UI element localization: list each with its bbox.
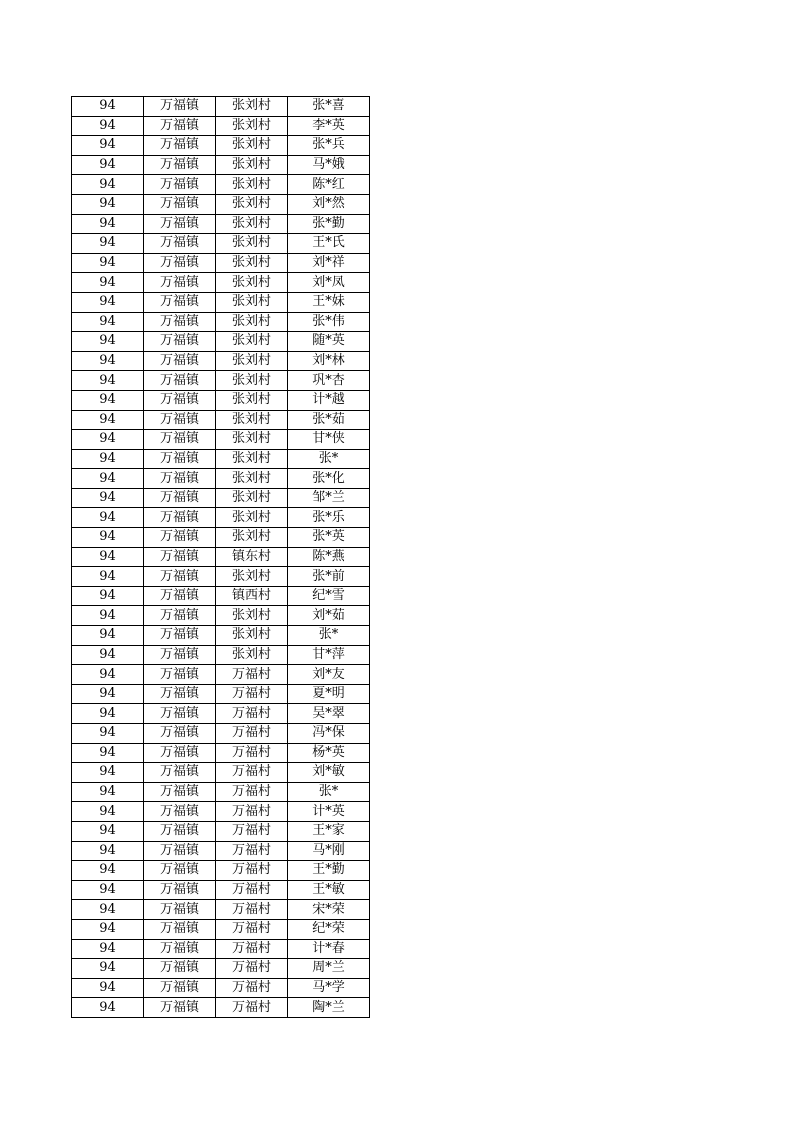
cell-name: 张*伟 bbox=[288, 312, 370, 332]
cell-name: 纪*雪 bbox=[288, 586, 370, 606]
table-row bbox=[72, 136, 370, 156]
cell-number: 94 bbox=[72, 606, 144, 626]
cell-village: 张刘村 bbox=[216, 390, 288, 410]
cell-town: 万福镇 bbox=[144, 528, 216, 548]
cell-name: 陈*燕 bbox=[288, 547, 370, 567]
cell-village: 万福村 bbox=[216, 802, 288, 822]
cell-name: 王*氏 bbox=[288, 234, 370, 254]
cell-village: 张刘村 bbox=[216, 234, 288, 254]
cell-name: 刘*林 bbox=[288, 351, 370, 371]
table-row bbox=[72, 194, 370, 214]
cell-village: 万福村 bbox=[216, 939, 288, 959]
cell-number: 94 bbox=[72, 136, 144, 156]
cell-village: 张刘村 bbox=[216, 567, 288, 587]
table-row bbox=[72, 665, 370, 685]
cell-town: 万福镇 bbox=[144, 880, 216, 900]
cell-name: 宋*荣 bbox=[288, 900, 370, 920]
cell-name: 张*勤 bbox=[288, 214, 370, 234]
table-row bbox=[72, 782, 370, 802]
cell-village: 张刘村 bbox=[216, 351, 288, 371]
cell-name: 纪*荣 bbox=[288, 919, 370, 939]
cell-village: 张刘村 bbox=[216, 528, 288, 548]
cell-number: 94 bbox=[72, 919, 144, 939]
cell-village: 张刘村 bbox=[216, 430, 288, 450]
cell-village: 张刘村 bbox=[216, 253, 288, 273]
table-row bbox=[72, 704, 370, 724]
cell-name: 巩*杏 bbox=[288, 371, 370, 391]
cell-village: 张刘村 bbox=[216, 273, 288, 293]
cell-name: 计*越 bbox=[288, 390, 370, 410]
table-row bbox=[72, 97, 370, 117]
cell-number: 94 bbox=[72, 782, 144, 802]
cell-town: 万福镇 bbox=[144, 390, 216, 410]
cell-village: 镇西村 bbox=[216, 586, 288, 606]
cell-name: 刘*友 bbox=[288, 665, 370, 685]
cell-number: 94 bbox=[72, 214, 144, 234]
cell-village: 张刘村 bbox=[216, 508, 288, 528]
cell-village: 张刘村 bbox=[216, 312, 288, 332]
cell-name: 冯*保 bbox=[288, 724, 370, 744]
table-row bbox=[72, 880, 370, 900]
cell-village: 张刘村 bbox=[216, 488, 288, 508]
cell-number: 94 bbox=[72, 97, 144, 117]
cell-name: 张* bbox=[288, 782, 370, 802]
cell-name: 马*学 bbox=[288, 978, 370, 998]
cell-town: 万福镇 bbox=[144, 998, 216, 1018]
cell-town: 万福镇 bbox=[144, 665, 216, 685]
cell-town: 万福镇 bbox=[144, 861, 216, 881]
table-row bbox=[72, 488, 370, 508]
cell-number: 94 bbox=[72, 194, 144, 214]
table-row bbox=[72, 508, 370, 528]
cell-number: 94 bbox=[72, 939, 144, 959]
cell-number: 94 bbox=[72, 351, 144, 371]
cell-town: 万福镇 bbox=[144, 97, 216, 117]
cell-name: 张*喜 bbox=[288, 97, 370, 117]
cell-village: 万福村 bbox=[216, 704, 288, 724]
cell-name: 计*春 bbox=[288, 939, 370, 959]
cell-village: 万福村 bbox=[216, 821, 288, 841]
cell-town: 万福镇 bbox=[144, 919, 216, 939]
cell-number: 94 bbox=[72, 312, 144, 332]
cell-town: 万福镇 bbox=[144, 802, 216, 822]
cell-village: 万福村 bbox=[216, 763, 288, 783]
cell-number: 94 bbox=[72, 116, 144, 136]
cell-number: 94 bbox=[72, 645, 144, 665]
cell-town: 万福镇 bbox=[144, 939, 216, 959]
cell-town: 万福镇 bbox=[144, 175, 216, 195]
cell-village: 张刘村 bbox=[216, 116, 288, 136]
cell-name: 张*前 bbox=[288, 567, 370, 587]
cell-number: 94 bbox=[72, 469, 144, 489]
table-row bbox=[72, 214, 370, 234]
cell-town: 万福镇 bbox=[144, 116, 216, 136]
table-row bbox=[72, 430, 370, 450]
cell-town: 万福镇 bbox=[144, 194, 216, 214]
cell-number: 94 bbox=[72, 488, 144, 508]
cell-village: 万福村 bbox=[216, 998, 288, 1018]
table-row bbox=[72, 332, 370, 352]
cell-town: 万福镇 bbox=[144, 978, 216, 998]
cell-number: 94 bbox=[72, 253, 144, 273]
cell-town: 万福镇 bbox=[144, 234, 216, 254]
cell-name: 甘*侠 bbox=[288, 430, 370, 450]
cell-town: 万福镇 bbox=[144, 743, 216, 763]
cell-number: 94 bbox=[72, 704, 144, 724]
cell-number: 94 bbox=[72, 978, 144, 998]
cell-number: 94 bbox=[72, 390, 144, 410]
table-row bbox=[72, 626, 370, 646]
cell-number: 94 bbox=[72, 880, 144, 900]
cell-number: 94 bbox=[72, 410, 144, 430]
table-row bbox=[72, 900, 370, 920]
cell-number: 94 bbox=[72, 332, 144, 352]
cell-town: 万福镇 bbox=[144, 410, 216, 430]
cell-town: 万福镇 bbox=[144, 645, 216, 665]
cell-number: 94 bbox=[72, 802, 144, 822]
cell-number: 94 bbox=[72, 900, 144, 920]
cell-number: 94 bbox=[72, 626, 144, 646]
cell-village: 张刘村 bbox=[216, 449, 288, 469]
table-row bbox=[72, 645, 370, 665]
cell-village: 万福村 bbox=[216, 665, 288, 685]
cell-number: 94 bbox=[72, 155, 144, 175]
table-row bbox=[72, 547, 370, 567]
table-row bbox=[72, 116, 370, 136]
cell-town: 万福镇 bbox=[144, 214, 216, 234]
table-row bbox=[72, 763, 370, 783]
table-row bbox=[72, 175, 370, 195]
cell-town: 万福镇 bbox=[144, 155, 216, 175]
cell-number: 94 bbox=[72, 743, 144, 763]
cell-number: 94 bbox=[72, 724, 144, 744]
cell-number: 94 bbox=[72, 586, 144, 606]
cell-number: 94 bbox=[72, 234, 144, 254]
cell-town: 万福镇 bbox=[144, 841, 216, 861]
cell-town: 万福镇 bbox=[144, 430, 216, 450]
cell-number: 94 bbox=[72, 273, 144, 293]
cell-village: 万福村 bbox=[216, 861, 288, 881]
cell-village: 张刘村 bbox=[216, 626, 288, 646]
cell-name: 刘*祥 bbox=[288, 253, 370, 273]
cell-number: 94 bbox=[72, 684, 144, 704]
cell-name: 张*茹 bbox=[288, 410, 370, 430]
cell-name: 王*勤 bbox=[288, 861, 370, 881]
cell-name: 张* bbox=[288, 626, 370, 646]
cell-name: 甘*萍 bbox=[288, 645, 370, 665]
cell-village: 万福村 bbox=[216, 959, 288, 979]
cell-town: 万福镇 bbox=[144, 488, 216, 508]
cell-village: 万福村 bbox=[216, 880, 288, 900]
cell-number: 94 bbox=[72, 665, 144, 685]
table-row bbox=[72, 449, 370, 469]
cell-name: 张*乐 bbox=[288, 508, 370, 528]
cell-town: 万福镇 bbox=[144, 136, 216, 156]
table-row bbox=[72, 528, 370, 548]
cell-name: 刘*然 bbox=[288, 194, 370, 214]
cell-name: 吴*翠 bbox=[288, 704, 370, 724]
cell-name: 邹*兰 bbox=[288, 488, 370, 508]
cell-number: 94 bbox=[72, 567, 144, 587]
cell-number: 94 bbox=[72, 528, 144, 548]
cell-number: 94 bbox=[72, 175, 144, 195]
cell-village: 张刘村 bbox=[216, 194, 288, 214]
cell-town: 万福镇 bbox=[144, 312, 216, 332]
table-row bbox=[72, 234, 370, 254]
cell-number: 94 bbox=[72, 508, 144, 528]
table-row bbox=[72, 273, 370, 293]
cell-town: 万福镇 bbox=[144, 273, 216, 293]
table-row bbox=[72, 371, 370, 391]
cell-village: 万福村 bbox=[216, 841, 288, 861]
table-row bbox=[72, 743, 370, 763]
cell-name: 杨*英 bbox=[288, 743, 370, 763]
cell-village: 张刘村 bbox=[216, 175, 288, 195]
cell-name: 马*娥 bbox=[288, 155, 370, 175]
cell-village: 万福村 bbox=[216, 900, 288, 920]
cell-village: 万福村 bbox=[216, 743, 288, 763]
cell-town: 万福镇 bbox=[144, 547, 216, 567]
cell-village: 万福村 bbox=[216, 724, 288, 744]
table-body bbox=[72, 97, 370, 1018]
cell-name: 刘*茹 bbox=[288, 606, 370, 626]
cell-number: 94 bbox=[72, 449, 144, 469]
cell-number: 94 bbox=[72, 430, 144, 450]
cell-town: 万福镇 bbox=[144, 782, 216, 802]
table-row bbox=[72, 724, 370, 744]
cell-name: 刘*凤 bbox=[288, 273, 370, 293]
cell-village: 张刘村 bbox=[216, 136, 288, 156]
cell-town: 万福镇 bbox=[144, 449, 216, 469]
cell-name: 夏*明 bbox=[288, 684, 370, 704]
cell-number: 94 bbox=[72, 841, 144, 861]
cell-number: 94 bbox=[72, 371, 144, 391]
cell-town: 万福镇 bbox=[144, 469, 216, 489]
cell-name: 王*敏 bbox=[288, 880, 370, 900]
cell-name: 张*化 bbox=[288, 469, 370, 489]
cell-town: 万福镇 bbox=[144, 586, 216, 606]
cell-village: 张刘村 bbox=[216, 292, 288, 312]
table-row bbox=[72, 802, 370, 822]
table-row bbox=[72, 410, 370, 430]
cell-village: 张刘村 bbox=[216, 410, 288, 430]
cell-name: 刘*敏 bbox=[288, 763, 370, 783]
cell-number: 94 bbox=[72, 821, 144, 841]
table-row bbox=[72, 390, 370, 410]
cell-name: 王*家 bbox=[288, 821, 370, 841]
cell-name: 随*英 bbox=[288, 332, 370, 352]
cell-town: 万福镇 bbox=[144, 704, 216, 724]
cell-name: 张*英 bbox=[288, 528, 370, 548]
cell-town: 万福镇 bbox=[144, 606, 216, 626]
cell-town: 万福镇 bbox=[144, 959, 216, 979]
table-row bbox=[72, 841, 370, 861]
cell-name: 马*刚 bbox=[288, 841, 370, 861]
cell-town: 万福镇 bbox=[144, 253, 216, 273]
table-row bbox=[72, 469, 370, 489]
cell-town: 万福镇 bbox=[144, 763, 216, 783]
cell-number: 94 bbox=[72, 998, 144, 1018]
table-row bbox=[72, 292, 370, 312]
data-table bbox=[71, 96, 370, 1018]
cell-town: 万福镇 bbox=[144, 508, 216, 528]
table-row bbox=[72, 978, 370, 998]
cell-village: 万福村 bbox=[216, 978, 288, 998]
cell-town: 万福镇 bbox=[144, 351, 216, 371]
cell-name: 张*兵 bbox=[288, 136, 370, 156]
table-row bbox=[72, 861, 370, 881]
cell-town: 万福镇 bbox=[144, 724, 216, 744]
cell-village: 张刘村 bbox=[216, 606, 288, 626]
cell-name: 计*英 bbox=[288, 802, 370, 822]
cell-village: 万福村 bbox=[216, 782, 288, 802]
cell-number: 94 bbox=[72, 763, 144, 783]
cell-village: 张刘村 bbox=[216, 97, 288, 117]
cell-name: 李*英 bbox=[288, 116, 370, 136]
table-row bbox=[72, 312, 370, 332]
table-row bbox=[72, 351, 370, 371]
cell-village: 张刘村 bbox=[216, 371, 288, 391]
table-row bbox=[72, 919, 370, 939]
table-row bbox=[72, 959, 370, 979]
table-row bbox=[72, 567, 370, 587]
cell-number: 94 bbox=[72, 861, 144, 881]
cell-town: 万福镇 bbox=[144, 684, 216, 704]
cell-town: 万福镇 bbox=[144, 821, 216, 841]
cell-name: 周*兰 bbox=[288, 959, 370, 979]
table-row bbox=[72, 939, 370, 959]
cell-village: 张刘村 bbox=[216, 155, 288, 175]
cell-town: 万福镇 bbox=[144, 371, 216, 391]
cell-name: 陶*兰 bbox=[288, 998, 370, 1018]
table-row bbox=[72, 821, 370, 841]
table-row bbox=[72, 684, 370, 704]
cell-town: 万福镇 bbox=[144, 900, 216, 920]
cell-village: 张刘村 bbox=[216, 469, 288, 489]
cell-village: 张刘村 bbox=[216, 332, 288, 352]
cell-number: 94 bbox=[72, 959, 144, 979]
table-row bbox=[72, 155, 370, 175]
cell-village: 张刘村 bbox=[216, 645, 288, 665]
table-row bbox=[72, 253, 370, 273]
table-row bbox=[72, 586, 370, 606]
table-row bbox=[72, 606, 370, 626]
cell-number: 94 bbox=[72, 547, 144, 567]
cell-name: 陈*红 bbox=[288, 175, 370, 195]
cell-town: 万福镇 bbox=[144, 332, 216, 352]
cell-village: 镇东村 bbox=[216, 547, 288, 567]
cell-name: 王*妹 bbox=[288, 292, 370, 312]
cell-name: 张* bbox=[288, 449, 370, 469]
cell-village: 张刘村 bbox=[216, 214, 288, 234]
table-row bbox=[72, 998, 370, 1018]
cell-town: 万福镇 bbox=[144, 292, 216, 312]
cell-village: 万福村 bbox=[216, 684, 288, 704]
cell-village: 万福村 bbox=[216, 919, 288, 939]
cell-town: 万福镇 bbox=[144, 626, 216, 646]
cell-number: 94 bbox=[72, 292, 144, 312]
cell-town: 万福镇 bbox=[144, 567, 216, 587]
